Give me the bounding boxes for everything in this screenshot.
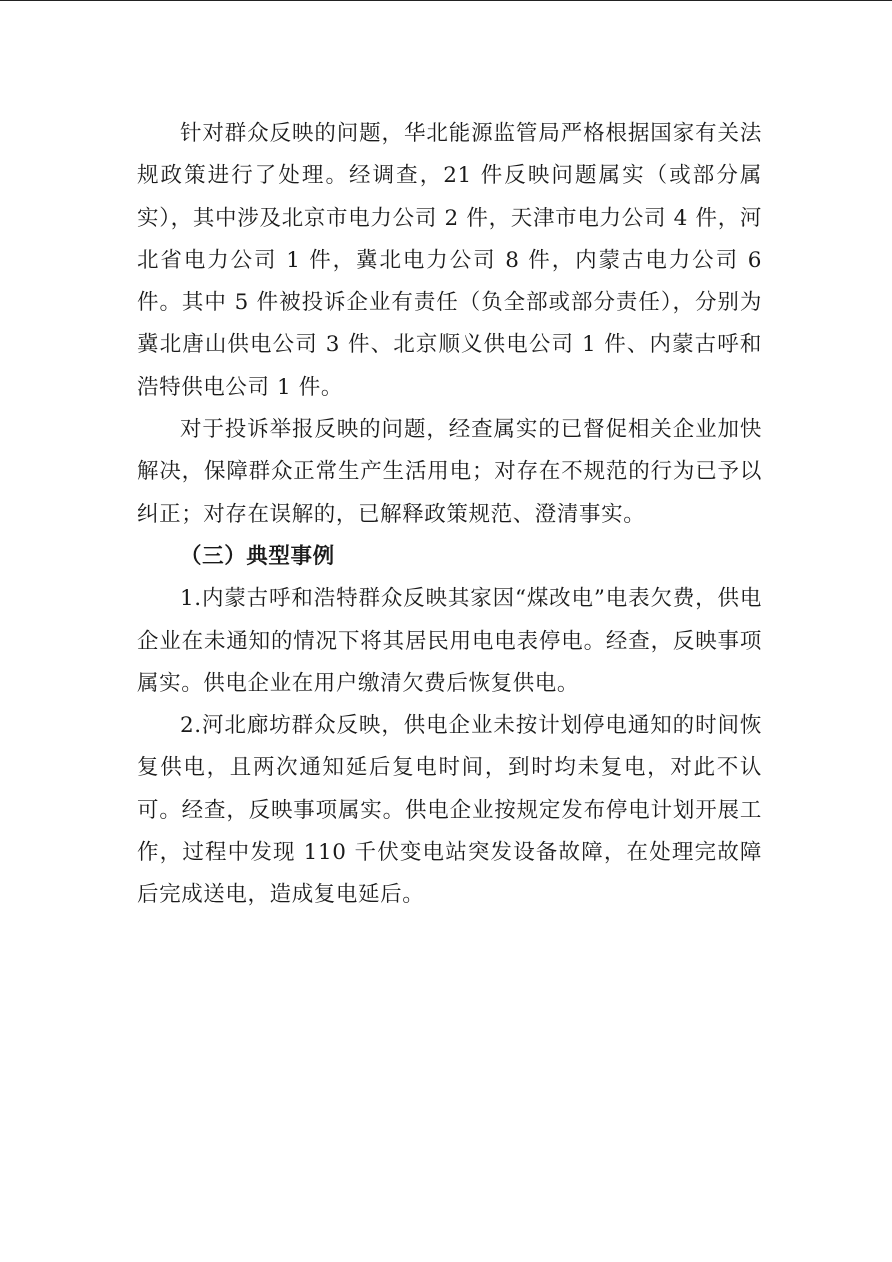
section-heading: （三）典型事例 (180, 543, 335, 569)
example-paragraph-2: 2.河北廊坊群众反映，供电企业未按计划停电通知的时间恢复供电，且两次通知延后复电时间，到时均未复电，对此不认可。经查，反映事项属实。供电企业按规定发布停电计划开展工作，过程中发现 110 千伏变电站突发设备故障，在处理完故障后完成送电，造成复电延后。 (137, 713, 762, 908)
document-body (137, 113, 762, 917)
example-paragraph-1: 1.内蒙古呼和浩特群众反映其家因“煤改电”电表欠费，供电企业在未通知的情况下将其居民用电电表停电。经查，反映事项属实。供电企业在用户缴清欠费后恢复供电。 (137, 586, 762, 696)
paragraph-follow-up: 对于投诉举报反映的问题，经查属实的已督促相关企业加快解决，保障群众正常生产生活用电；对存在不规范的行为已予以纠正；对存在误解的，已解释政策规范、澄清事实。 (137, 417, 762, 527)
paragraph-complaint-handling: 针对群众反映的问题，华北能源监管局严格根据国家有关法规政策进行了处理。经调查，21 件反映问题属实（或部分属实），其中涉及北京市电力公司 2 件，天津市电力公司 4 件，河北省电力公司 1 件，冀北电力公司 8 件，内蒙古电力公司 6 件。其中 5 件被投诉企业有责任（负全部或部分责任），分别为冀北唐山供电公司 3 件、北京顺义供电公司 1 件、内蒙古呼和浩特供电公司 1 件。 (137, 121, 762, 400)
